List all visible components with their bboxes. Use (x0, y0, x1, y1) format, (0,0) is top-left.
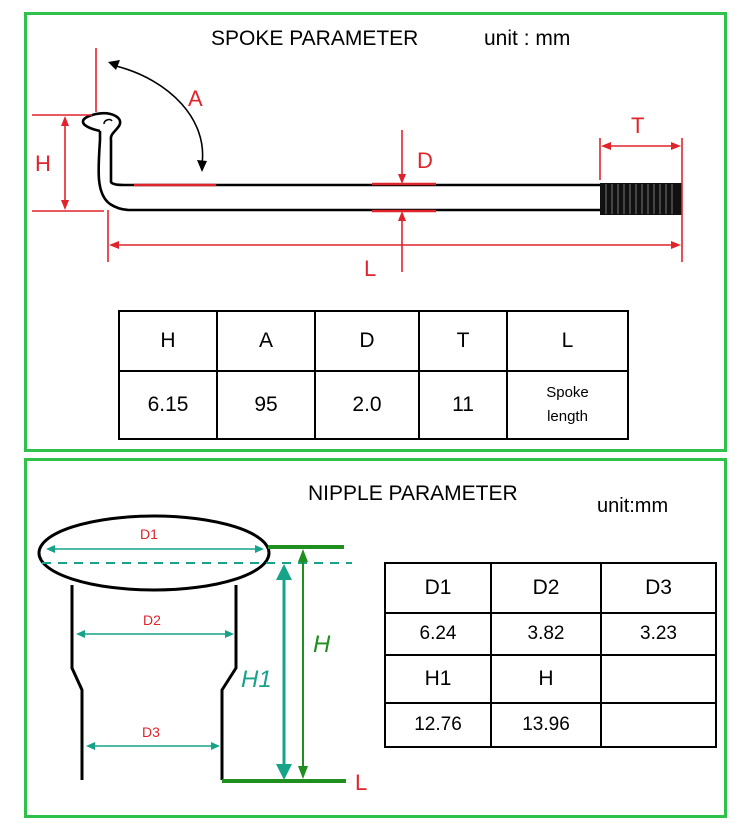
spoke-unit: unit : mm (484, 27, 571, 50)
nipple-header-empty (601, 655, 716, 703)
nipple-value-d2: 3.82 (491, 613, 601, 655)
nipple-value-d1: 6.24 (385, 613, 491, 655)
label-h1: H1 (241, 666, 272, 693)
header-h: H (119, 311, 217, 371)
nipple-unit: unit:mm (597, 495, 669, 517)
nipple-header-d1: D1 (385, 563, 491, 613)
header-a: A (217, 311, 315, 371)
spoke-length-line2: length (547, 408, 588, 425)
header-l: L (507, 311, 628, 371)
header-t: T (419, 311, 507, 371)
label-l-nipple: L (355, 770, 368, 795)
nipple-header-h: H (491, 655, 601, 703)
label-d1: D1 (140, 526, 158, 542)
nipple-value-d3: 3.23 (601, 613, 716, 655)
nipple-header-h1: H1 (385, 655, 491, 703)
value-t: 11 (419, 371, 507, 439)
spoke-length-line1: Spoke (546, 384, 589, 401)
label-a: A (188, 86, 203, 111)
value-h: 6.15 (119, 371, 217, 439)
label-l: L (364, 256, 377, 281)
nipple-header-d2: D2 (491, 563, 601, 613)
nipple-value-h: 13.96 (491, 703, 601, 747)
value-a: 95 (217, 371, 315, 439)
nipple-title: NIPPLE PARAMETER (308, 482, 518, 505)
label-d2: D2 (143, 612, 161, 628)
label-h: H (35, 151, 51, 176)
label-d: D (417, 148, 433, 173)
header-d: D (315, 311, 419, 371)
label-t: T (631, 113, 645, 138)
spoke-title: SPOKE PARAMETER (211, 27, 419, 50)
label-d3: D3 (142, 724, 160, 740)
nipple-value-empty (601, 703, 716, 747)
nipple-value-h1: 12.76 (385, 703, 491, 747)
value-d: 2.0 (315, 371, 419, 439)
label-h-nipple: H (313, 631, 331, 658)
nipple-table (384, 562, 717, 748)
nipple-header-d3: D3 (601, 563, 716, 613)
